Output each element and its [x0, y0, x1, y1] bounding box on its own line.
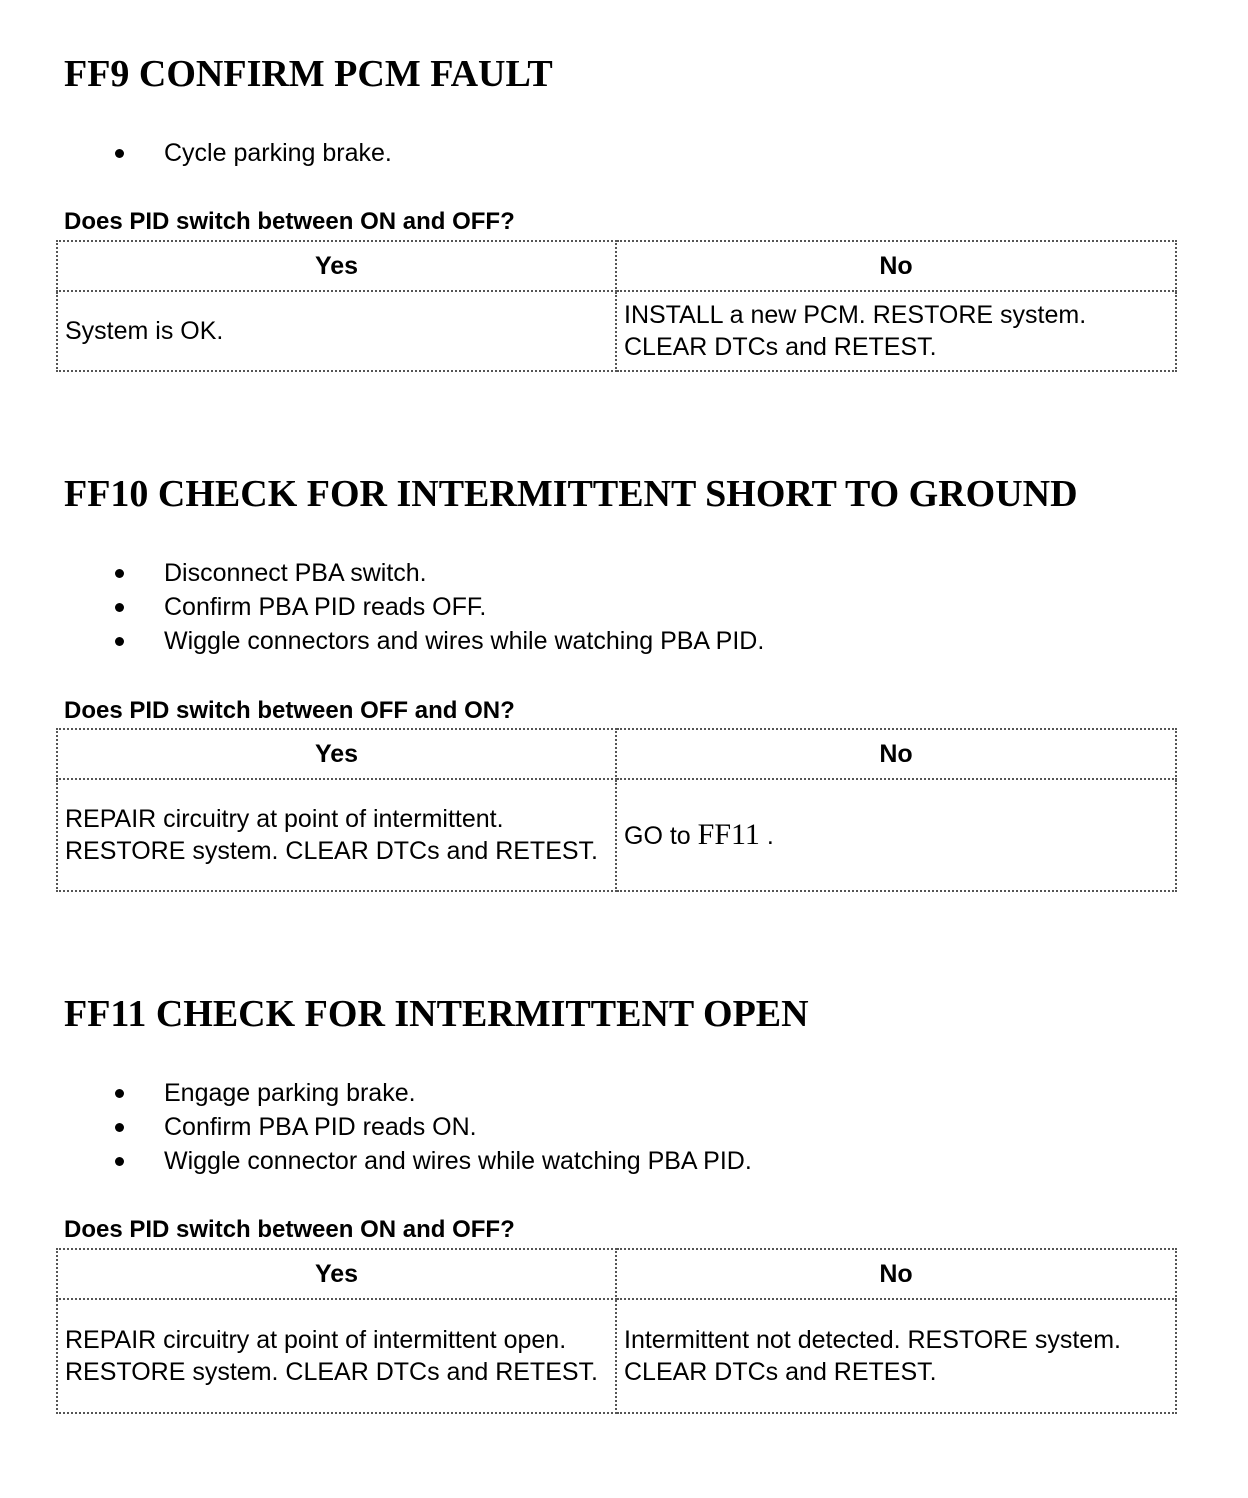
bullet-icon [115, 1089, 124, 1098]
yes-cell: System is OK. [57, 291, 616, 371]
bullet-icon [115, 569, 124, 578]
no-header: No [616, 729, 1176, 779]
result-table-ff10 [56, 728, 1177, 892]
step-item: Wiggle connector and wires while watching PBA PID. [0, 1144, 752, 1178]
no-cell: Intermittent not detected. RESTORE system. CLEAR DTCs and RETEST. [616, 1299, 1176, 1413]
step-item: Disconnect PBA switch. [0, 556, 764, 590]
ff11-link[interactable]: FF11 [697, 817, 760, 851]
step-item: Confirm PBA PID reads ON. [0, 1110, 752, 1144]
step-list-ff10 [0, 556, 764, 658]
no-header: No [616, 241, 1176, 291]
bullet-icon [115, 1157, 124, 1166]
yes-header: Yes [57, 241, 616, 291]
step-item: Cycle parking brake. [0, 136, 392, 170]
question-ff10: Does PID switch between OFF and ON? [64, 697, 515, 724]
step-item: Wiggle connectors and wires while watching PBA PID. [0, 624, 764, 658]
no-header: No [616, 1249, 1176, 1299]
yes-header: Yes [57, 1249, 616, 1299]
yes-header: Yes [57, 729, 616, 779]
bullet-icon [115, 637, 124, 646]
result-table-ff11 [56, 1248, 1177, 1414]
question-ff11: Does PID switch between ON and OFF? [64, 1216, 515, 1243]
result-table-ff9 [56, 240, 1177, 372]
bullet-icon [115, 149, 124, 158]
bullet-icon [115, 603, 124, 612]
section-title-ff9: FF9 CONFIRM PCM FAULT [64, 53, 553, 95]
bullet-icon [115, 1123, 124, 1132]
yes-cell: REPAIR circuitry at point of intermittent open. RESTORE system. CLEAR DTCs and RETEST. [57, 1299, 616, 1413]
question-ff9: Does PID switch between ON and OFF? [64, 208, 515, 235]
yes-cell: REPAIR circuitry at point of intermittent. RESTORE system. CLEAR DTCs and RETEST. [57, 779, 616, 891]
section-title-ff11: FF11 CHECK FOR INTERMITTENT OPEN [64, 993, 809, 1035]
no-cell: GO to FF11 . [616, 779, 1176, 891]
step-list-ff11 [0, 1076, 752, 1178]
step-item: Engage parking brake. [0, 1076, 752, 1110]
step-item: Confirm PBA PID reads OFF. [0, 590, 764, 624]
section-title-ff10: FF10 CHECK FOR INTERMITTENT SHORT TO GROUND [64, 473, 1078, 515]
step-list-ff9 [0, 136, 392, 170]
no-cell: INSTALL a new PCM. RESTORE system. CLEAR DTCs and RETEST. [616, 291, 1176, 371]
